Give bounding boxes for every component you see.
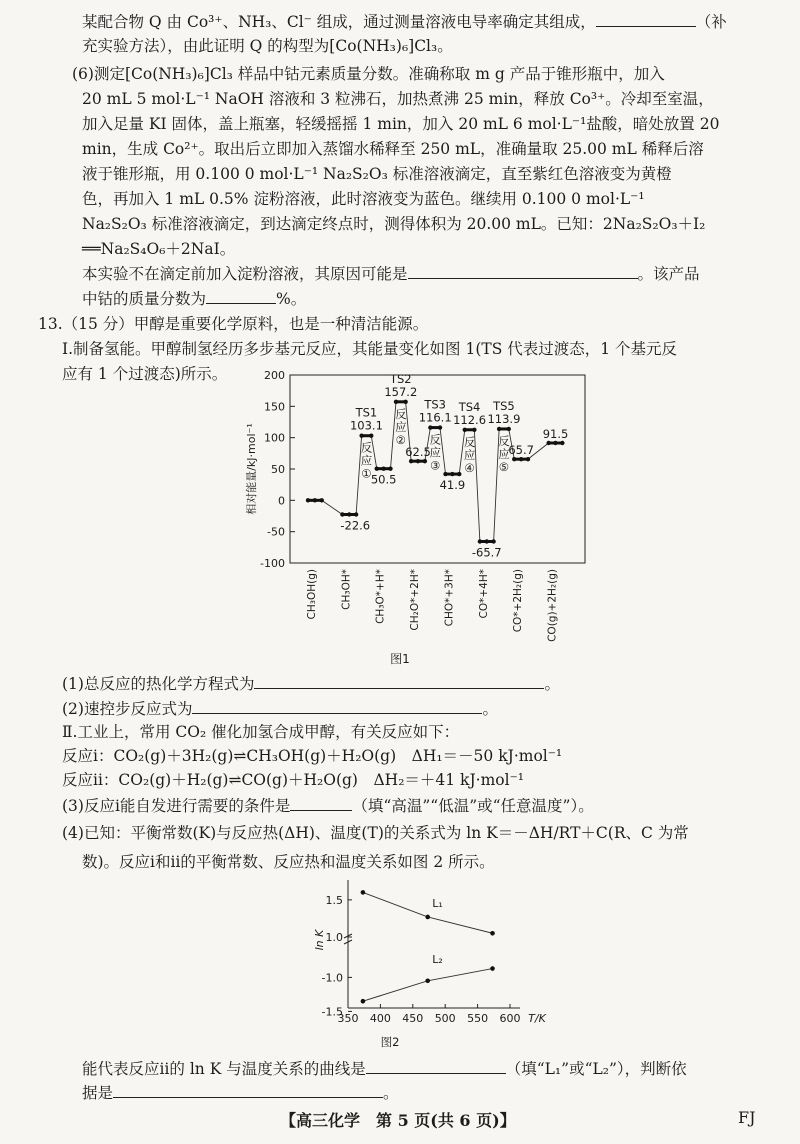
fig2-ytick-label: 1.0 <box>325 931 343 944</box>
fig1-level-dot <box>553 441 557 445</box>
q13-q4-line-2: 数)。反应ⅰ和ⅱ的平衡常数、反应热和温度关系如图 2 所示。 <box>82 853 495 871</box>
fig1-level-dot <box>375 466 379 470</box>
fig1-ts-value: 112.6 <box>453 412 487 427</box>
fig1-ytick-label: 0 <box>278 494 285 508</box>
fig2-xtick-label: 400 <box>369 1012 391 1025</box>
figure-1-energy-diagram <box>0 368 800 668</box>
answer-blank-3[interactable] <box>206 287 276 304</box>
fig1-level-label: 91.5 <box>542 426 569 441</box>
q13-part1-line-2: 应有 1 个过渡态)所示。 <box>62 365 228 383</box>
fig2-point <box>490 966 495 971</box>
fig1-ts-dot <box>438 425 442 429</box>
fig2-ylabel: ln K <box>313 929 326 951</box>
fig1-level-label: -22.6 <box>340 518 371 533</box>
fig1-ts-dot <box>359 434 363 438</box>
fig2-point <box>425 979 430 984</box>
fig1-reaction-label: 反 <box>463 434 476 449</box>
fig1-ts-name: TS5 <box>493 398 515 413</box>
fig1-reaction-label: 反 <box>360 440 373 455</box>
fig1-reaction-label: ① <box>361 466 372 481</box>
fig1-ts-dot <box>472 428 476 432</box>
fig1-level-dot <box>320 498 324 502</box>
q13-q4-line-4: 据是 。 <box>82 1081 399 1104</box>
q12-p6-line-2: 20 mL 5 mol·L⁻¹ NaOH 溶液和 3 粒沸石，加热煮沸 25 min，释放 Co³⁺。冷却至室温， <box>82 90 714 108</box>
fig1-species-label: CHO*+3H* <box>443 569 456 627</box>
q12-p6-line-3: 加入足量 KI 固体，盖上瓶塞，轻缓摇摇 1 min，加入 20 mL 6 mol·L⁻¹盐酸，暗处放置 20 <box>82 115 720 133</box>
fig1-level-dot <box>526 457 530 461</box>
q12-p6-line-5: 液于锥形瓶，用 0.100 0 mol·L⁻¹ Na₂S₂O₃ 标准溶液滴定，直至紫红色溶液变为黄橙 <box>82 165 672 183</box>
answer-blank-8[interactable] <box>113 1081 383 1098</box>
fig1-level-dot <box>340 512 344 516</box>
fig1-ts-value: 157.2 <box>384 384 418 399</box>
fig1-level-dot <box>313 498 317 502</box>
q12-p6-line-7: Na₂S₂O₃ 标准溶液滴定，到达滴定终点时，测得体积为 20.00 mL。已知：2Na₂S₂O₃＋I₂ <box>82 215 706 233</box>
fig1-ytick-label: 50 <box>271 463 285 476</box>
fig1-level-label: 65.7 <box>508 443 534 458</box>
fig1-reaction-label: 应 <box>429 445 441 460</box>
fig1-level-label: -65.7 <box>471 545 502 560</box>
fig1-ts-name: TS4 <box>458 399 481 414</box>
fig1-level-dot <box>388 466 392 470</box>
fig1-level-dot <box>546 441 550 445</box>
fig2-xtick-label: 450 <box>402 1012 424 1025</box>
fig1-level-dot <box>443 472 447 476</box>
q12-ask-1: 本实验不在滴定前加入淀粉溶液，其原因可能是 。该产品 <box>82 262 700 285</box>
fig1-level-dot <box>478 539 482 543</box>
q12-p6-line-6: 色，再加入 1 mL 0.5% 淀粉溶液，此时溶液变为蓝色。继续用 0.100 0 mol·L⁻¹ <box>82 190 645 208</box>
fig1-level-dot <box>354 512 358 516</box>
fig2-xtick-label: 350 <box>337 1012 359 1025</box>
fig1-reaction-label: ④ <box>464 460 475 475</box>
fig1-ts-dot <box>497 427 501 431</box>
fig1-reaction-label: 反 <box>498 433 510 448</box>
fig1-reaction-label: 应 <box>360 453 373 468</box>
fig1-ts-value: 103.1 <box>349 418 383 433</box>
fig1-ytick-label: 100 <box>264 431 285 445</box>
fig1-ts-dot <box>369 434 373 438</box>
reaction-i: 反应ⅰ：CO₂(g)＋3H₂(g)⇌CH₃OH(g)＋H₂O(g) ΔH₁＝－50 kJ·mol⁻¹ <box>62 747 563 765</box>
page-footer-title: 【高三化学 第 5 页(共 6 页)】 <box>280 1111 516 1130</box>
q12-p6-line-1: (6)测定[Co(NH₃)₆]Cl₃ 样品中钴元素质量分数。准确称取 m g 产品于锥形瓶中，加入 <box>72 65 665 83</box>
fig1-ts-name: TS3 <box>424 397 447 412</box>
answer-blank-2[interactable] <box>408 262 638 279</box>
fig1-ytick-label: -100 <box>260 557 285 570</box>
fig1-species-label: CH₃O*+H* <box>374 569 387 624</box>
answer-blank-6[interactable] <box>290 794 352 811</box>
fig1-ylabel: 相对能量/kJ·mol⁻¹ <box>245 423 258 515</box>
fig2-xtick-label: 500 <box>434 1012 456 1025</box>
fig2-series-label: L₁ <box>432 896 443 910</box>
fig1-level-dot <box>306 498 310 502</box>
fig1-ytick-label: 150 <box>264 400 285 414</box>
q13-part2: Ⅱ.工业上，常用 CO₂ 催化加氢合成甲醇，有关反应如下： <box>62 723 460 741</box>
q13-q1: (1)总反应的热化学方程式为 。 <box>62 672 560 695</box>
q12-p6-line-4: min，生成 Co²⁺。取出后立即加入蒸馏水稀释至 250 mL，准确量取 25.00 mL 稀释后溶 <box>82 140 704 158</box>
fig2-point <box>361 999 366 1004</box>
fig2-xtick-label: 550 <box>467 1012 489 1025</box>
q12-text-line-2: 充实验方法），由此证明 Q 的构型为[Co(NH₃)₆]Cl₃。 <box>82 37 453 55</box>
fig2-xtick-label: 600 <box>499 1012 521 1025</box>
fig1-species-label: CH₂O*+2H* <box>409 569 421 631</box>
q13-q4-line-3: 能代表反应ⅱ的 ln K 与温度关系的曲线是 （填“L₁”或“L₂”），判断依 <box>82 1057 687 1080</box>
fig1-level-dot <box>560 441 564 445</box>
fig1-reaction-label: 应 <box>463 447 476 462</box>
fig1-ts-dot <box>428 425 432 429</box>
fig1-level-label: 50.5 <box>370 472 397 487</box>
fig1-species-label: CH₃OH(g) <box>305 569 318 620</box>
fig1-ts-value: 113.9 <box>487 411 521 426</box>
fig2-caption: 图2 <box>380 1035 400 1049</box>
q13-q2: (2)速控步反应式为 。 <box>62 697 498 720</box>
fig1-level-dot <box>416 459 420 463</box>
fig1-ts-name: TS2 <box>389 371 412 386</box>
fig1-level-dot <box>450 472 454 476</box>
fig1-level-dot <box>519 457 523 461</box>
fig1-level-dot <box>457 472 461 476</box>
fig2-ytick-label: -1.0 <box>321 971 343 985</box>
fig1-species-label: CO*+2H₂(g) <box>512 569 525 633</box>
fig1-ts-dot <box>403 400 407 404</box>
answer-blank-4[interactable] <box>254 672 544 689</box>
fig2-ytick-label: -1.5 <box>321 1005 343 1019</box>
fig1-ts-dot <box>463 428 467 432</box>
fig1-level-dot <box>485 539 489 543</box>
answer-blank-1[interactable] <box>596 10 696 27</box>
answer-blank-7[interactable] <box>366 1057 506 1074</box>
fig2-xlabel: T/K <box>528 1012 546 1025</box>
fig1-reaction-label: ⑤ <box>498 459 510 474</box>
fig1-ytick-label: -50 <box>267 525 285 539</box>
q12-text-line-1: 某配合物 Q 由 Co³⁺、NH₃、Cl⁻ 组成，通过测量溶液电导率确定其组成， （补 <box>82 10 727 33</box>
fig2-series-line <box>363 892 493 933</box>
fig1-reaction-label: 反 <box>429 432 441 447</box>
fig1-ytick-label: 200 <box>264 369 285 382</box>
fig1-level-dot <box>409 459 413 463</box>
fig1-level-dot <box>381 466 385 470</box>
figure-2-lnK-plot <box>0 872 800 1052</box>
fig1-ts-value: 116.1 <box>418 410 452 425</box>
q12-ask-2: 中钴的质量分数为 %。 <box>82 287 306 310</box>
fig2-ytick-label: 1.5 <box>325 893 343 907</box>
fig1-ts-dot <box>394 400 398 404</box>
q13-heading: 13.（15 分）甲醇是重要化学原料，也是一种清洁能源。 <box>38 315 429 333</box>
q13-q3: (3)反应ⅰ能自发进行需要的条件是 （填“高温”“低温”或“任意温度”）。 <box>62 794 594 817</box>
fig2-point <box>361 890 366 895</box>
fig1-level-label: 62.5 <box>405 445 431 460</box>
fig1-reaction-label: 反 <box>395 406 407 421</box>
fig2-point <box>490 931 495 936</box>
fig2-series-line <box>363 969 493 1002</box>
page-footer-code: FJ <box>738 1108 756 1127</box>
fig1-reaction-label: 应 <box>395 419 407 434</box>
fig1-species-label: CO*+4H* <box>477 569 490 619</box>
fig1-reaction-label: ③ <box>430 458 441 473</box>
fig1-species-label: CH₃OH* <box>340 569 353 610</box>
fig1-level-dot <box>491 539 495 543</box>
fig1-species-label: CO(g)+2H₂(g) <box>546 569 559 642</box>
fig1-reaction-label: ② <box>395 432 406 447</box>
fig1-ts-name: TS1 <box>355 405 378 420</box>
fig1-level-dot <box>347 512 351 516</box>
fig1-level-dot <box>512 457 516 461</box>
q13-q4-line-1: (4)已知：平衡常数(K)与反应热(ΔH)、温度(T)的关系式为 ln K＝－ΔH/RT＋C(R、C 为常 <box>62 824 689 842</box>
fig2-series-label: L₂ <box>432 952 443 966</box>
answer-blank-5[interactable] <box>192 697 482 714</box>
q12-p6-line-8: ══Na₂S₄O₆＋2NaI。 <box>82 240 236 258</box>
q13-part1-line-1: Ⅰ.制备氢能。甲醇制氢经历多步基元反应，其能量变化如图 1(TS 代表过渡态，1 个基元反 <box>62 340 678 358</box>
reaction-ii: 反应ⅱ：CO₂(g)＋H₂(g)⇌CO(g)＋H₂O(g) ΔH₂＝＋41 kJ·mol⁻¹ <box>62 771 524 789</box>
fig1-level-label: 41.9 <box>439 478 466 493</box>
fig1-ts-dot <box>507 427 511 431</box>
fig2-point <box>425 915 430 920</box>
fig1-caption: 图1 <box>390 652 410 666</box>
fig1-level-dot <box>423 459 427 463</box>
fig1-reaction-label: 应 <box>498 446 510 461</box>
